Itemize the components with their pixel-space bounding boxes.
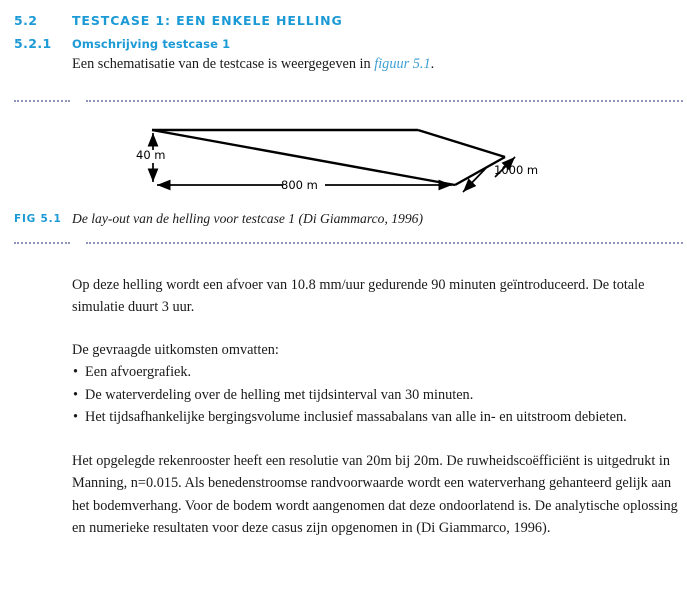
body-text-col — [72, 274, 687, 540]
figure-tag: FIG 5.1 — [14, 212, 62, 225]
bullet-icon: • — [73, 364, 79, 380]
subsection-number-margin — [0, 35, 72, 53]
subsection-title: Omschrijving testcase 1 — [72, 37, 231, 51]
list-item — [72, 361, 681, 384]
intro-text-before: Een schematisatie van de testcase is weergegeven in — [72, 56, 375, 72]
subsection-number: 5.2.1 — [14, 36, 52, 51]
list-item-label: Een afvoergrafiek. — [85, 364, 192, 380]
body-paragraph-1: Op deze helling wordt een afvoer van 10.8 mm/uur gedurende 90 minuten geïntroduceerd. De totale simulatie duurt 3 uur. — [72, 276, 645, 315]
list-intro: De gevraagde uitkomsten omvatten: — [72, 341, 279, 358]
requirements-list — [72, 361, 681, 429]
figure-caption-row — [0, 209, 687, 229]
figure-cross-reference-link[interactable]: figuur 5.1 — [374, 56, 431, 72]
bullet-icon: • — [73, 409, 79, 425]
intro-paragraph — [72, 53, 681, 76]
subsection-heading-row — [0, 35, 687, 53]
divider-left-segment-2 — [14, 242, 70, 244]
divider-below-figure — [0, 239, 687, 247]
width-label: 1000 m — [494, 162, 539, 177]
section-number: 5.2 — [14, 13, 38, 28]
length-label: 800 m — [281, 177, 318, 192]
height-label: 40 m — [136, 147, 166, 162]
divider-left-segment — [14, 100, 70, 102]
slope-plane-diagram — [0, 105, 687, 209]
dimension-height — [136, 133, 166, 182]
figure-tag-margin — [0, 209, 72, 229]
section-number-margin — [0, 12, 72, 30]
list-item — [72, 406, 681, 429]
list-item — [72, 384, 681, 407]
divider-right-segment — [86, 100, 683, 102]
body-paragraph-2: Het opgelegde rekenrooster heeft een resolutie van 20m bij 20m. De ruwheidscoëfficiënt is uitgedrukt in Manning, n=0.015. Als benedenstroomse randvoorwaarde wordt een waterverhang gehanteerd gelijk aan het bodemverhang. Voor de bodem wordt aangenomen dat deze ondoorlatend is. De analytische oplossing en numerieke resultaten voor deze casus zijn opgenomen in (Di Giammarco, 1996). — [72, 452, 678, 536]
bullet-icon: • — [73, 386, 79, 403]
body-content-row — [0, 274, 687, 540]
section-title-col — [72, 12, 687, 30]
subsection-title-col — [72, 35, 687, 53]
plane-edge-diagonal — [152, 130, 455, 185]
intro-row — [0, 53, 687, 76]
section-heading-row — [0, 12, 687, 30]
section-title: TESTCASE 1: EEN ENKELE HELLING — [72, 13, 343, 28]
dimension-length — [157, 178, 452, 192]
figure-caption: De lay-out van de helling voor testcase 1 (Di Giammarco, 1996) — [72, 210, 423, 226]
list-item-label: Het tijdsafhankelijke bergingsvolume inclusief massabalans van alle in- en uitstroom debieten. — [85, 409, 627, 425]
divider-right-segment-2 — [86, 242, 683, 244]
slope-plane-outline — [152, 130, 505, 185]
intro-text-col — [72, 53, 687, 76]
intro-text-after: . — [430, 56, 435, 72]
list-item-label: De waterverdeling over de helling met tijdsinterval van 30 minuten. — [85, 386, 474, 403]
document-page — [0, 12, 687, 611]
divider-above-figure — [0, 97, 687, 105]
plane-edge-top-right — [418, 130, 505, 157]
figure-caption-col — [72, 209, 687, 229]
figure-diagram-area — [0, 105, 687, 209]
